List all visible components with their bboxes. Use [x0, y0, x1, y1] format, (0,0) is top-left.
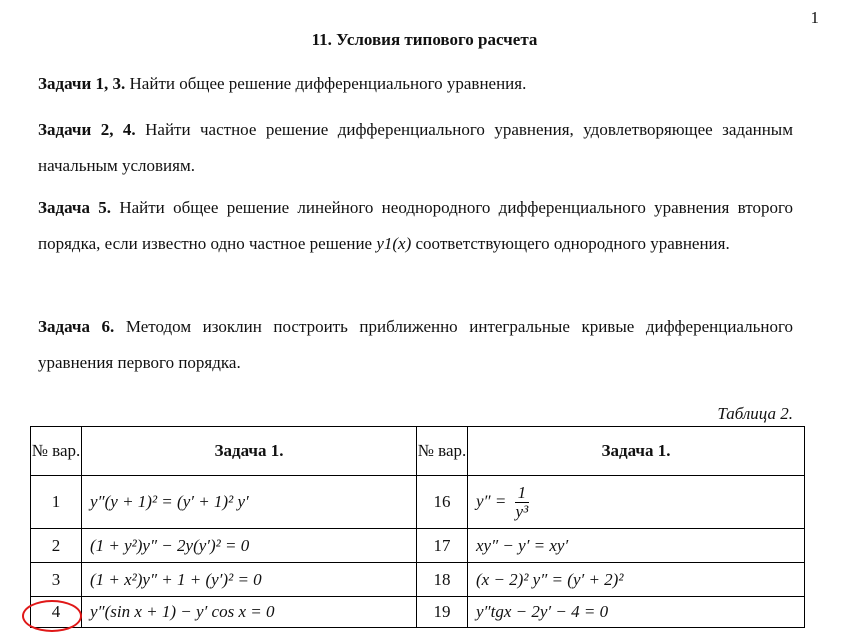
variant-number: 4 — [31, 597, 82, 628]
variant-number: 16 — [417, 476, 468, 529]
table-row — [31, 529, 805, 563]
equation — [468, 476, 805, 529]
equation: (1 + y²)y″ − 2y(y′)² = 0 — [82, 529, 417, 563]
page-number: 1 — [810, 8, 819, 27]
equation: y″(y + 1)² = (y′ + 1)² y′ — [82, 476, 417, 529]
paragraph-task-6 — [38, 309, 793, 381]
fraction-denominator: y³ — [515, 501, 529, 521]
variant-number: 3 — [31, 563, 82, 597]
variant-number: 2 — [31, 529, 82, 563]
variant-number: 19 — [417, 597, 468, 628]
fraction-numerator: 1 — [515, 484, 530, 503]
table-header-row — [31, 427, 805, 476]
header-no-left: № вар. — [31, 427, 82, 476]
table-row — [31, 563, 805, 597]
table-row — [31, 597, 805, 628]
task-6-text: Методом изоклин построить приближенно интегральные кривые дифференциального уравнения первого порядка. — [38, 317, 793, 372]
equation: (x − 2)² y″ = (y′ + 2)² — [468, 563, 805, 597]
table-caption: Таблица 2. — [717, 404, 793, 423]
y1-symbol: y1(x) — [376, 234, 412, 253]
variant-number: 18 — [417, 563, 468, 597]
section-title: 11. Условия типового расчета — [311, 30, 538, 49]
fraction — [515, 484, 530, 521]
header-no-right: № вар. — [417, 427, 468, 476]
paragraph-tasks-2-4 — [38, 112, 793, 184]
table-row — [31, 476, 805, 529]
equation: y″(sin x + 1) − y′ cos x = 0 — [82, 597, 417, 628]
equation: (1 + x²)y″ + 1 + (y′)² = 0 — [82, 563, 417, 597]
task-5-text-end: соответствующего однородного уравнения. — [415, 234, 730, 253]
tasks-table — [30, 426, 805, 628]
task-6-label: Задача 6. — [38, 317, 115, 336]
task-5-label: Задача 5. — [38, 198, 112, 217]
paragraph-tasks-1-3 — [38, 66, 793, 102]
tasks-2-4-text: Найти частное решение дифференциального уравнения, удовлетворяющее заданным начальным условиям. — [38, 120, 793, 175]
paragraph-task-5 — [38, 190, 793, 262]
header-task-right: Задача 1. — [468, 427, 805, 476]
equation: xy″ − y′ = xy′ — [468, 529, 805, 563]
equation: y″tgx − 2y′ − 4 = 0 — [468, 597, 805, 628]
tasks-1-3-text: Найти общее решение дифференциального уравнения. — [125, 74, 527, 93]
header-task-left: Задача 1. — [82, 427, 417, 476]
variant-number: 17 — [417, 529, 468, 563]
task-5-text: Найти общее решение линейного неоднородного дифференциального уравнения второго порядка, если известно одно частное решение — [38, 198, 793, 253]
variant-number: 1 — [31, 476, 82, 529]
tasks-1-3-label: Задачи 1, 3. — [38, 74, 126, 93]
equation-lhs: y″ = — [476, 490, 507, 510]
red-circle-annotation — [22, 600, 82, 632]
tasks-2-4-label: Задачи 2, 4. — [38, 120, 136, 139]
